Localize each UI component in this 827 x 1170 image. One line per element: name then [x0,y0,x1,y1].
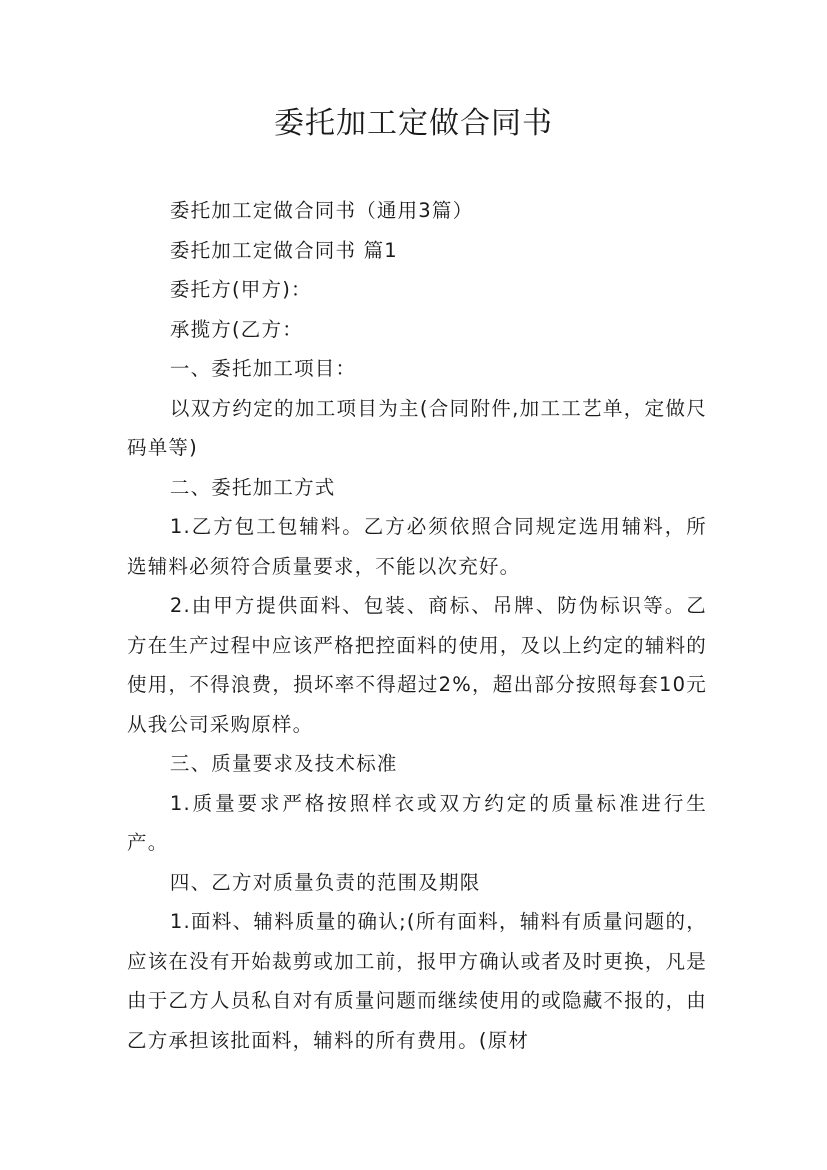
section-heading: 二、委托加工方式 [169,475,336,499]
paragraph: 1.质量要求严格按照样衣或双方约定的质量标准进行生产。 [127,791,707,854]
section-heading: 三、质量要求及技术标准 [169,752,398,775]
paragraph: 委托加工定做合同书 篇1 [169,238,398,262]
section-heading: 四、乙方对质量负责的范围及期限 [169,870,481,894]
paragraph: 以双方约定的加工项目为主(合同附件,加工工艺单，定做尺码单等) [127,396,707,459]
document-title: 委托加工定做合同书 [274,106,553,141]
paragraph: 1.乙方包工包辅料。乙方必须依照合同规定选用辅料，所选辅料必须符合质量要求，不能以次充好。 [127,515,707,578]
paragraph: 2.由甲方提供面料、包装、商标、吊牌、防伪标识等。乙方在生产过程中应该严格把控面料的使用，及以上约定的辅料的使用，不得浪费，损坏率不得超过2%，超出部分按照每套10元从我公司采购原样。 [127,594,707,736]
section-heading: 一、委托加工项目： [169,357,357,380]
paragraph: 委托方(甲方)： [169,278,312,301]
paragraph: 承揽方(乙方： [169,317,303,341]
paragraph: 委托加工定做合同书（通用3篇） [169,199,474,222]
document-body [127,191,707,1060]
paragraph: 1.面料、辅料质量的确认;(所有面料，辅料有质量问题的，应该在没有开始裁剪或加工前，报甲方确认或者及时更换，凡是由于乙方人员私自对有质量问题而继续使用的或隐藏不报的，由乙方承担该批面料，辅料的所有费用。(原材 [127,910,707,1052]
